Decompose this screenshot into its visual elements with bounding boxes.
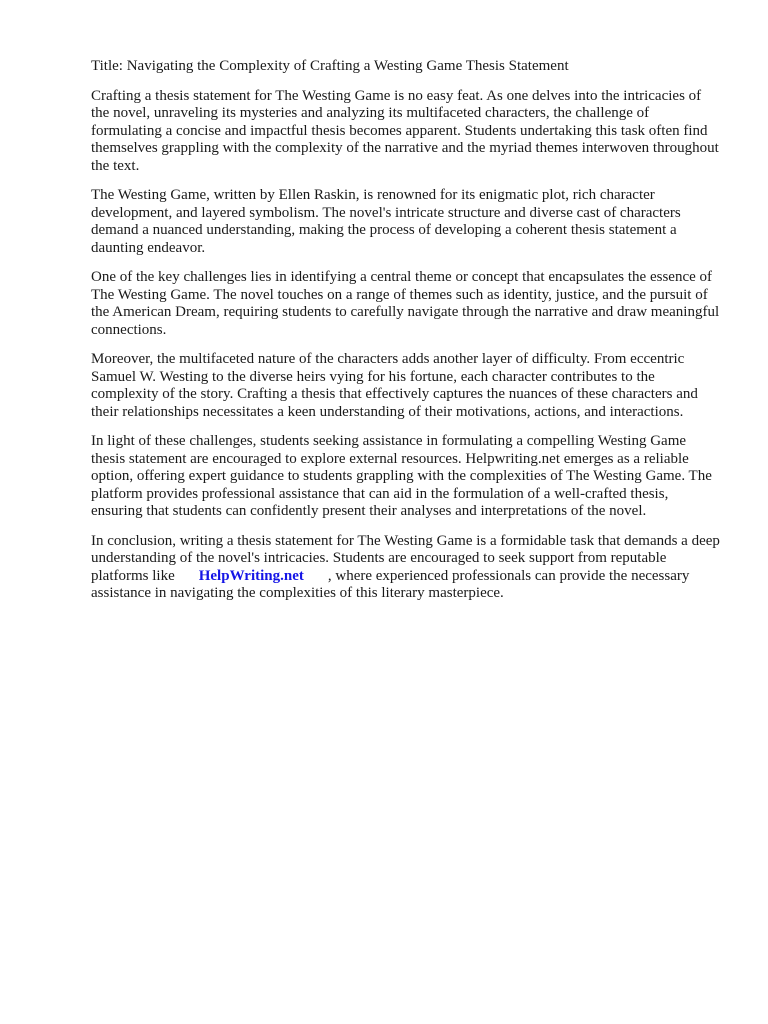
conclusion-text-after-link: , where experienced professionals can provide the necessary assistance in navigating the complexities of this literary masterpiece. bbox=[91, 567, 690, 601]
helpwriting-link[interactable]: HelpWriting.net bbox=[198, 567, 304, 584]
paragraph-central-theme: One of the key challenges lies in identifying a central theme or concept that encapsulates the essence of The Westing Game. The novel touches on a range of themes such as identity, justice, and the pursuit of the American Dream, requiring students to carefully navigate through the narrative and draw meaningful connections. bbox=[91, 269, 720, 338]
paragraph-intro: Crafting a thesis statement for The Westing Game is no easy feat. As one delves into the intricacies of the novel, unraveling its mysteries and analyzing its multifaceted characters, the challenge of formulating a concise and impactful thesis becomes apparent. Students undertaking this task often find themselves grappling with the complexity of the narrative and the myriad themes interwoven throughout the text. bbox=[91, 87, 719, 174]
paragraph-novel-overview: The Westing Game, written by Ellen Raskin, is renowned for its enigmatic plot, rich character development, and layered symbolism. The novel's intricate structure and diverse cast of characters demand a nuanced understanding, making the process of developing a coherent thesis statement a daunting endeavor. bbox=[91, 187, 681, 256]
document-title: Title: Navigating the Complexity of Crafting a Westing Game Thesis Statement bbox=[91, 58, 569, 74]
paragraph-characters: Moreover, the multifaceted nature of the characters adds another layer of difficulty. From eccentric Samuel W. Westing to the diverse heirs vying for his fortune, each character contributes to the complexity of the story. Crafting a thesis that effectively captures the nuances of these characters and their relationships necessitates a keen understanding of their motivations, actions, and interactions. bbox=[91, 351, 698, 420]
conclusion-text-before-link: In conclusion, writing a thesis statement for The Westing Game is a formidable task that demands a deep understanding of the novel's intricacies. Students are encouraged to seek support from reputable platforms like bbox=[91, 532, 720, 584]
document-page bbox=[91, 58, 723, 615]
paragraph-conclusion bbox=[91, 533, 723, 603]
paragraph-assistance: In light of these challenges, students seeking assistance in formulating a compelling Westing Game thesis statement are encouraged to explore external resources. Helpwriting.net emerges as a reliable option, offering expert guidance to students grappling with the complexities of The Westing Game. The platform provides professional assistance that can aid in the formulation of a well-crafted thesis, ensuring that students can confidently present their analyses and interpretations of the novel. bbox=[91, 433, 712, 519]
